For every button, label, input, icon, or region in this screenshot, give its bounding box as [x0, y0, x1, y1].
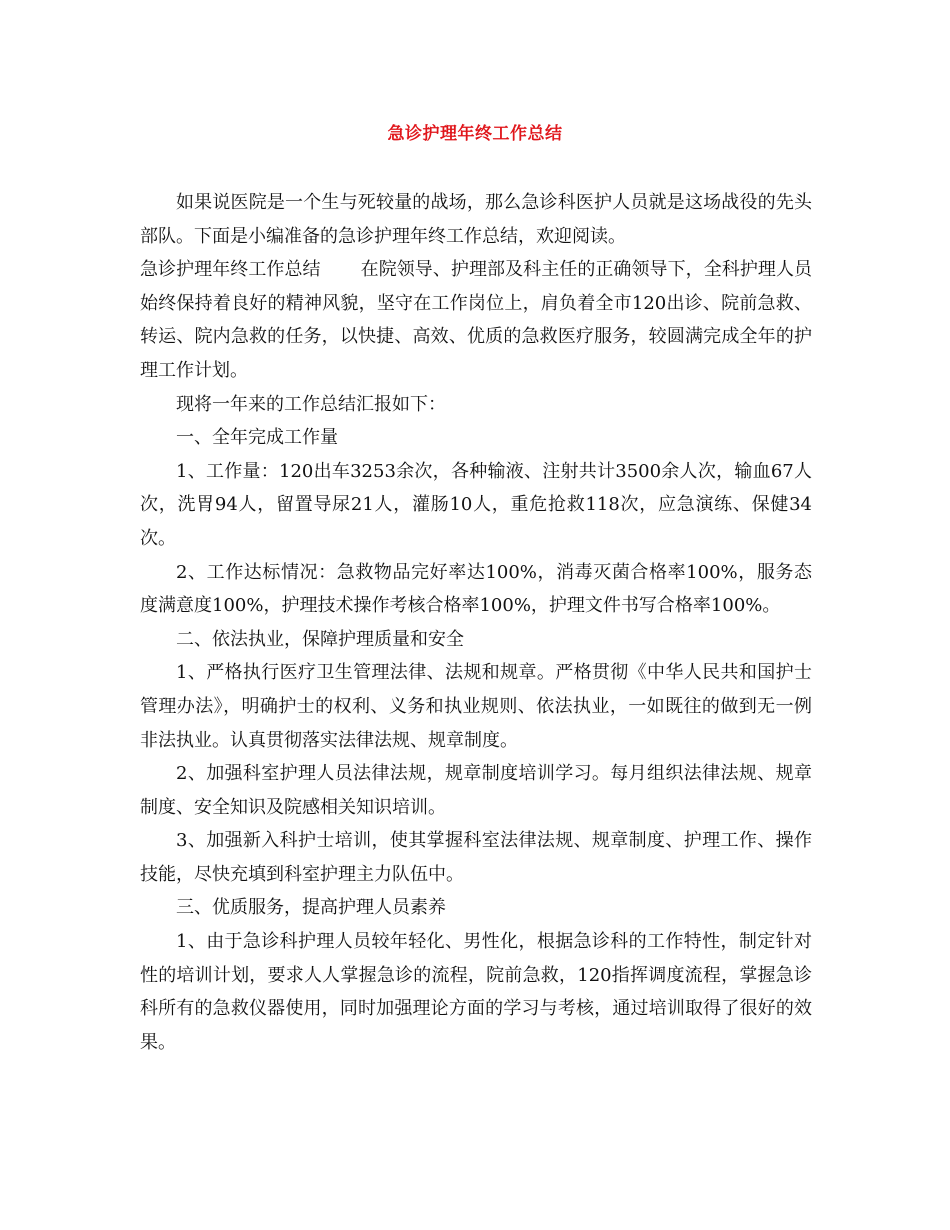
section-heading-2: 二、依法执业，保障护理质量和安全: [176, 628, 464, 650]
section2-item2: 2、加强科室护理人员法律法规，规章制度培训学习。每月组织法律法规、规章制度、安全知识及院感相关知识培训。: [140, 763, 812, 818]
section3-item1: 1、由于急诊科护理人员较年轻化、男性化，根据急诊科的工作特性，制定针对性的培训计划，要求人人掌握急诊的流程，院前急救，120指挥调度流程，掌握急诊科所有的急救仪器使用，同时加强理论方面的学习与考核，通过培训取得了很好的效果。: [140, 931, 812, 1053]
main-paragraph-text: 在院领导、护理部及科主任的正确领导下，全科护理人员始终保持着良好的精神风貌，坚守在工作岗位上，肩负着全市120出诊、院前急救、转运、院内急救的任务，以快捷、高效、优质的急救医疗服务，较圆满完成全年的护理工作计划。: [140, 259, 813, 381]
section-heading-1: 一、全年完成工作量: [176, 427, 338, 449]
section-heading-3: 三、优质服务，提高护理人员素养: [176, 897, 446, 919]
section1-item1: 1、工作量：120出车3253余次，各种输液、注射共计3500余人次，输血67人次，洗胃94人，留置导尿21人，灌肠10人，重危抢救118次，应急演练、保健34次。: [140, 460, 812, 549]
report-paragraph: 现将一年来的工作总结汇报如下：: [176, 393, 446, 415]
document-body: [140, 186, 812, 1059]
section1-item2: 2、工作达标情况：急救物品完好率达100%，消毒灭菌合格率100%，服务态度满意度100%，护理技术操作考核合格率100%，护理文件书写合格率100%。: [140, 561, 812, 617]
section2-item3: 3、加强新入科护士培训，使其掌握科室法律法规、规章制度、护理工作、操作技能，尽快充填到科室护理主力队伍中。: [140, 830, 812, 885]
summary-paragraph: [140, 253, 812, 387]
intro-paragraph: 如果说医院是一个生与死较量的战场，那么急诊科医护人员就是这场战役的先头部队。下面是小编准备的急诊护理年终工作总结，欢迎阅读。: [140, 192, 812, 247]
document-title: 急诊护理年终工作总结: [387, 124, 563, 144]
section2-item1: 1、严格执行医疗卫生管理法律、法规和规章。严格贯彻《中华人民共和国护士管理办法》，明确护士的权利、义务和执业规则、依法执业，一如既往的做到无一例非法执业。认真贯彻落实法律法规、规章制度。: [140, 662, 812, 751]
heading-repeat: 急诊护理年终工作总结: [140, 259, 321, 281]
